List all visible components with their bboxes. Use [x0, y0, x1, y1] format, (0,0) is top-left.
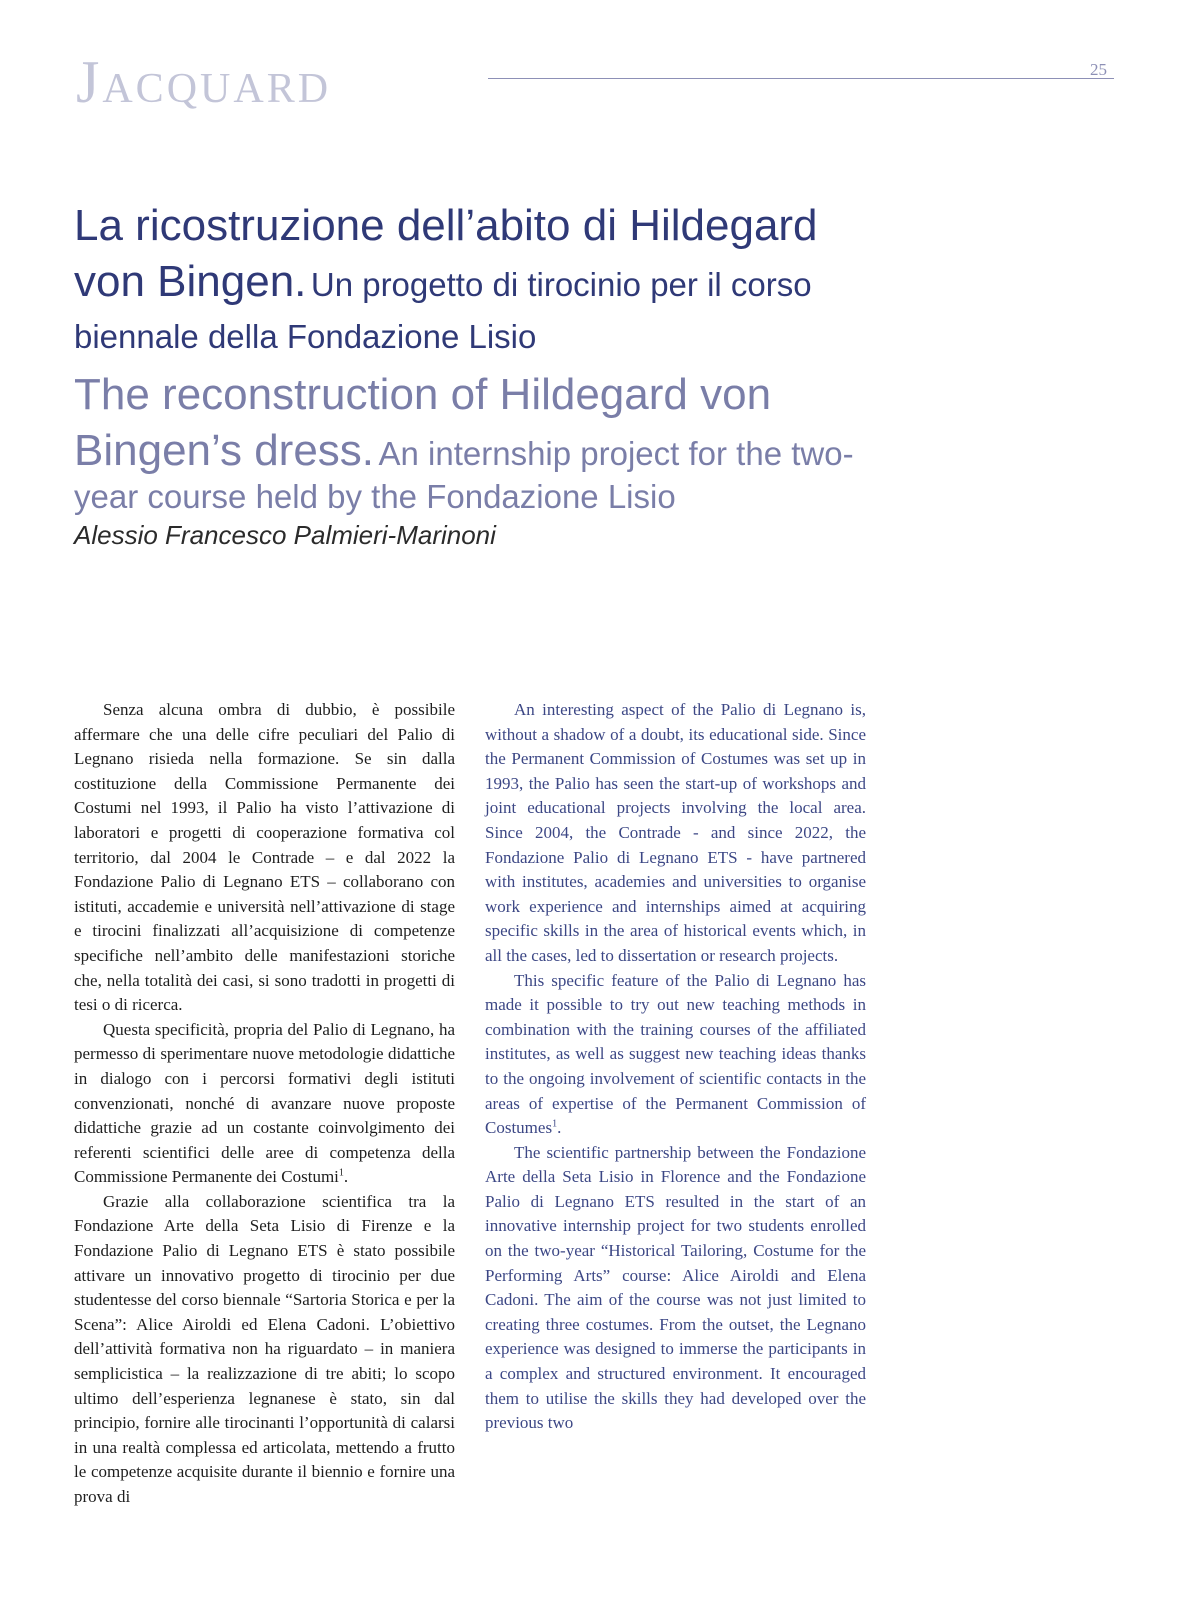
header-rule: [488, 78, 1114, 79]
english-paragraph-2-end: .: [557, 1118, 562, 1138]
footnote-ref-1: 1: [338, 1167, 344, 1179]
footnote-ref-1-en: 1: [552, 1118, 558, 1130]
english-paragraph-1: An interesting aspect of the Palio di Legnano is, without a shadow of a doubt, its educational side. Since the Permanent Commission of Costumes was set up in 1993, the Palio has seen the start-up of workshops and joint educational projects involving the local area. Since 2004, the Contrade - and since 2022, the Fondazione Palio di Legnano ETS - have partnered with institutes, academies and universities to organise work experience and internships aimed at acquiring specific skills in the area of historical events which, in all the cases, led to dissertation or research projects.: [485, 700, 866, 965]
italian-title-main: La ricostruzione dell’abito di Hildegard von Bingen.: [74, 201, 818, 306]
italian-paragraph-2-end: .: [343, 1167, 349, 1187]
author-name: Alessio Francesco Palmieri-Marinoni: [74, 520, 496, 550]
english-title-subtitle: An internship project for the two-year course held by the Fondazione Lisio: [74, 435, 854, 515]
page-number: 25: [1090, 60, 1107, 79]
journal-title: Jacquard: [76, 49, 332, 115]
italian-text-column: [74, 698, 455, 1510]
english-paragraph-2: [485, 969, 866, 1141]
english-text-column: [485, 698, 866, 1436]
article-title: [74, 198, 894, 515]
italian-paragraph-1: Senza alcuna ombra di dubbio, è possibile affermare che una delle cifre peculiari del Palio di Legnano risieda nella formazione. Se sin dalla costituzione della Commissione Permanente dei Costumi nel 1993, il Palio ha visto l’attivazione di laboratori e progetti di cooperazione formativa col territorio, dal 2004 le Contrade – e dal 2022 la Fondazione Palio di Legnano ETS – collaborano con istituti, accademie e università nell’attivazione di stage e tirocini finalizzati all’acquisizione di competenze specifiche nell’ambito delle manifestazioni storiche che, nella totalità dei casi, si sono tradotti in progetti di tesi o di ricerca.: [74, 700, 455, 1015]
italian-title: [74, 198, 894, 363]
italian-paragraph-3: Grazie alla collaborazione scientifica tra la Fondazione Arte della Seta Lisio di Firenze e la Fondazione Palio di Legnano ETS è stato possibile attivare un innovativo progetto di tirocinio per due studentesse del corso biennale “Sartoria Storica e per la Scena”: Alice Airoldi ed Elena Cadoni. L’obiettivo dell’attività formativa non ha riguardato – in maniera semplicistica – la realizzazione di tre abiti; lo scopo ultimo dell’esperienza legnanese è stato, sin dal principio, fornire alle tirocinanti l’opportunità di calarsi in una realtà complessa ed articolata, mettendo a frutto le competenze acquisite durante il biennio e fornire una prova di: [74, 1191, 455, 1506]
italian-title-subtitle: Un progetto di tirocinio per il corso biennale della Fondazione Lisio: [74, 266, 812, 355]
english-paragraph-2-text: This specific feature of the Palio di Legnano has made it possible to try out new teaching methods in combination with the training courses of the affiliated institutes, as well as suggest new teaching ideas thanks to the ongoing involvement of scientific contacts in the areas of expertise of the Permanent Commission of Costumes: [485, 970, 866, 1138]
english-title-main: The reconstruction of Hildegard von Bingen’s dress.: [74, 370, 772, 475]
english-paragraph-3: The scientific partnership between the Fondazione Arte della Seta Lisio in Florence and the Fondazione Palio di Legnano ETS resulted in the start of an innovative internship project for two students enrolled on the two-year “Historical Tailoring, Costume for the Performing Arts” course: Alice Airoldi and Elena Cadoni. The aim of the course was not just limited to creating three costumes. From the outset, the Legnano experience was designed to immerse the participants in a complex and structured environment. It encouraged them to utilise the skills they had developed over the previous two: [485, 1142, 866, 1433]
italian-paragraph-2: [74, 1018, 455, 1190]
english-title: [74, 367, 894, 515]
italian-paragraph-2-text: Questa specificità, propria del Palio di Legnano, ha permesso di sperimentare nuove metodologie didattiche in dialogo con i percorsi formativi degli istituti convenzionati, nonché di avanzare nuove proposte didattiche grazie ad un costante coinvolgimento dei referenti scientifici delle aree di competenza della Commissione Permanente dei Costumi: [74, 1019, 455, 1187]
